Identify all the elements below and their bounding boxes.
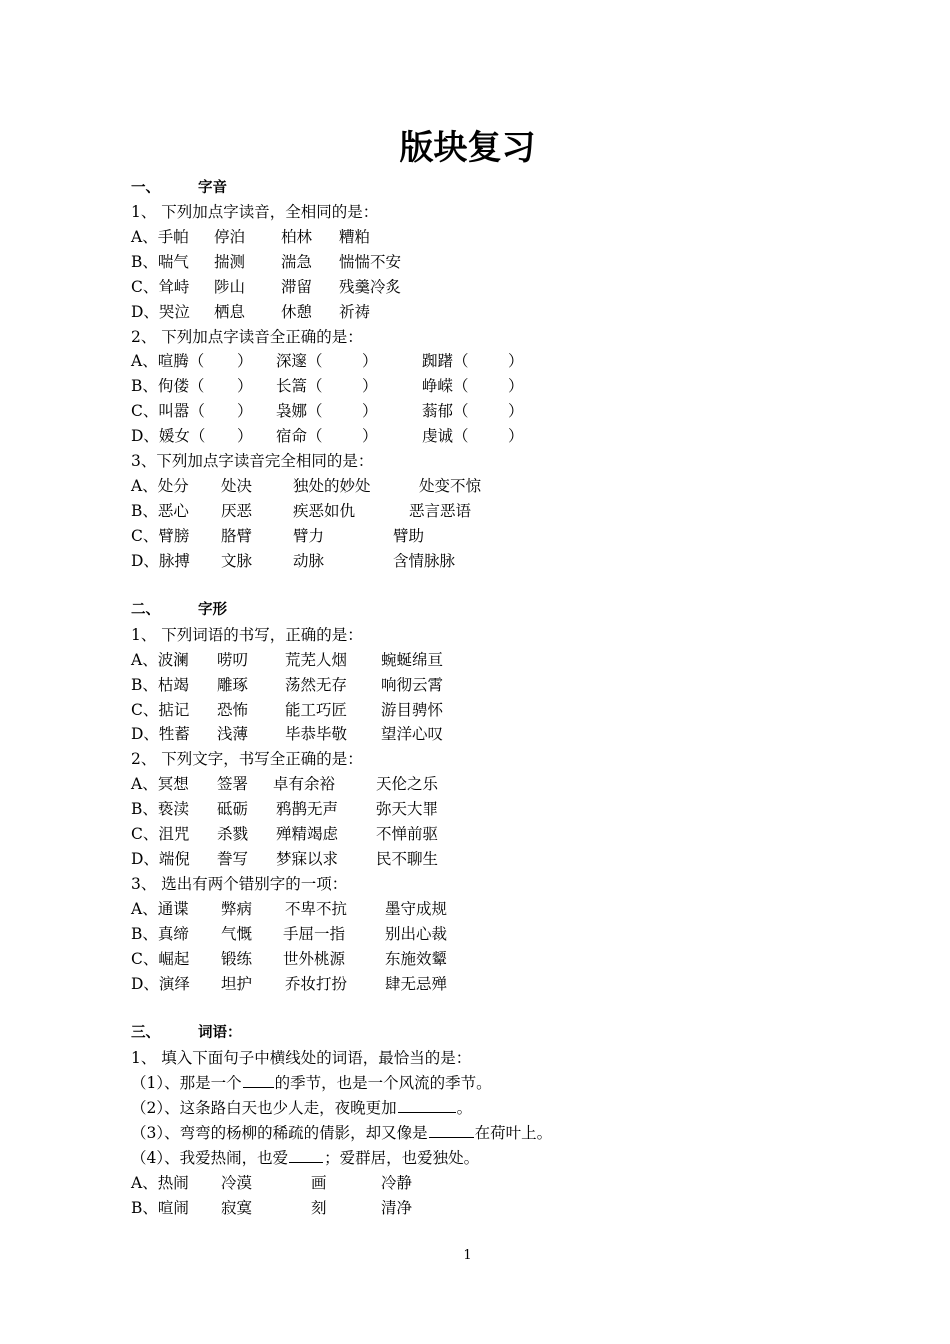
blank-line [429,1121,474,1138]
section-number: 二、 [131,602,160,618]
option-word: 虔诚（ [422,427,469,445]
option-word: A、热闹 [131,1174,189,1192]
option-word: 处变不惊 [419,477,482,495]
option-word: 望洋心叹 [381,725,444,743]
option-word: 殚精竭虑 [276,825,339,843]
option-word: 唠叨 [217,651,249,669]
option-word: B、喧闹 [131,1199,189,1217]
option-word: A、冥想 [131,775,189,793]
option-word: 锻练 [221,950,253,968]
sentence-text: （2）、这条路白天也少人走，夜晚更加 [131,1099,397,1117]
page-number: 1 [463,1248,472,1263]
option-word: 画 [311,1174,327,1192]
option-word: 臂助 [393,527,425,545]
section-number: 三、 [131,1025,160,1041]
option-word: C、叫嚣（ [131,402,205,420]
option-word: 文脉 [221,552,253,570]
option-word: 响彻云霄 [381,676,444,694]
blank-line [398,1096,456,1113]
option-word: 祈祷 [339,303,371,321]
option-word: 蓊郁（ [422,402,469,420]
option-word: 签署 [217,775,249,793]
option-word: C、臂膀 [131,527,190,545]
option-word: 动脉 [293,552,325,570]
page-title: 版块复习 [399,128,536,168]
option-word: 世外桃源 [283,950,346,968]
option-word: ） [508,427,524,445]
blank-line [289,1146,323,1163]
option-word: 柏林 [281,228,313,246]
option-word: 处决 [221,477,253,495]
option-word: 弥天大罪 [376,800,439,818]
option-word: B、喘气 [131,253,189,271]
option-word: 誊写 [217,850,249,868]
option-word: D、演绎 [131,975,190,993]
option-word: 含情脉脉 [393,552,456,570]
option-word: 肆无忌殚 [385,975,448,993]
option-word: 栖息 [214,303,246,321]
option-word: 气慨 [221,925,253,943]
option-word: 梦寐以求 [276,850,339,868]
question-stem: 2、 下列加点字读音全正确的是： [131,328,363,346]
option-word: 鸦鹊无声 [276,800,339,818]
option-word: 休憩 [281,303,313,321]
option-word: 陟山 [214,278,246,296]
option-word: 杀戮 [217,825,249,843]
option-word: 恐怖 [217,701,249,719]
fill-sentence-3 [131,1121,552,1145]
option-word: 宿命（ [276,427,323,445]
option-word: 糟粕 [339,228,371,246]
option-word: 坦护 [221,975,253,993]
option-word: 不卑不抗 [285,900,348,918]
question-stem: 1、 下列词语的书写，正确的是： [131,626,363,644]
sentence-text: 在荷叶上。 [474,1124,553,1142]
option-word: 寂寞 [221,1199,253,1217]
option-word: 袅娜（ [276,402,323,420]
option-word: ） [508,377,524,395]
option-word: ） [362,427,378,445]
option-word: 别出心裁 [385,925,448,943]
option-word: A、通谍 [131,900,189,918]
option-word: 乔妆打扮 [285,975,348,993]
option-word: 卓有余裕 [273,775,336,793]
option-word: C、耸峙 [131,278,190,296]
option-word: 峥嵘（ [422,377,469,395]
fill-sentence-4 [131,1146,479,1170]
question-stem: 1、 填入下面句子中横线处的词语，最恰当的是： [131,1049,472,1067]
sentence-text: 的季节，也是一个风流的季节。 [274,1074,492,1092]
option-word: ） [362,402,378,420]
option-word: D、牲蓄 [131,725,190,743]
option-word: B、枯竭 [131,676,189,694]
option-word: A、处分 [131,477,189,495]
option-word: 独处的妙处 [293,477,371,495]
option-word: 手屈一指 [283,925,346,943]
section-title: 字形 [198,602,227,618]
option-word: C、掂记 [131,701,190,719]
option-word: 胳臂 [221,527,253,545]
option-word: 荡然无存 [285,676,348,694]
option-word: A、手帕 [131,228,189,246]
option-word: 浅薄 [217,725,249,743]
option-word: 恶言恶语 [409,502,472,520]
option-word: ） [508,402,524,420]
sentence-text: ；爱群居，也爱独处。 [324,1149,480,1167]
option-word: 天伦之乐 [376,775,439,793]
sentence-text: （1）、那是一个 [131,1074,242,1092]
section-title: 词语： [198,1025,242,1041]
option-word: ） [237,377,253,395]
option-word: 长篙（ [276,377,323,395]
option-word: 东施效颦 [385,950,448,968]
option-word: 滞留 [281,278,313,296]
fill-sentence-2 [131,1096,472,1120]
option-word: 揣测 [214,253,246,271]
option-word: D、哭泣 [131,303,190,321]
option-word: 踟躇（ [422,352,469,370]
option-word: 毕恭毕敬 [285,725,348,743]
option-word: 深邃（ [276,352,323,370]
option-word: 民不聊生 [376,850,439,868]
option-word: 墨守成规 [385,900,448,918]
option-word: ） [362,377,378,395]
option-word: ） [237,352,253,370]
sentence-text: （3）、弯弯的杨柳的稀疏的倩影，却又像是 [131,1124,428,1142]
question-stem: 3、 选出有两个错别字的一项： [131,875,348,893]
option-word: 臂力 [293,527,325,545]
option-word: ） [508,352,524,370]
option-word: D、脉搏 [131,552,190,570]
option-word: 惴惴不安 [339,253,402,271]
option-word: 疾恶如仇 [293,502,356,520]
option-word: 残羹冷炙 [339,278,402,296]
option-word: ） [237,402,253,420]
option-word: ） [237,427,253,445]
option-word: 清净 [381,1199,413,1217]
option-word: 弊病 [221,900,253,918]
blank-line [243,1071,274,1088]
option-word: D、媛女（ [131,427,206,445]
option-word: 蜿蜒绵亘 [381,651,444,669]
question-stem: 2、 下列文字，书写全正确的是： [131,750,363,768]
option-word: 冷静 [381,1174,413,1192]
option-word: C、沮咒 [131,825,190,843]
sentence-text: 。 [456,1099,473,1117]
sentence-text: （4）、我爱热闹，也爱 [131,1149,289,1167]
option-word: 荒芜人烟 [285,651,348,669]
option-word: C、崛起 [131,950,190,968]
option-word: 游目骋怀 [381,701,444,719]
option-word: B、亵渎 [131,800,189,818]
fill-sentence-1 [131,1071,492,1095]
option-word: 厌恶 [221,502,253,520]
section-title: 字音 [198,180,227,196]
option-word: A、波澜 [131,651,189,669]
option-word: B、真缔 [131,925,189,943]
option-word: 湍急 [281,253,313,271]
option-word: 停泊 [214,228,246,246]
option-word: 能工巧匠 [285,701,348,719]
option-word: 雕琢 [217,676,249,694]
option-word: A、喧腾（ [131,352,205,370]
question-stem: 1、 下列加点字读音，全相同的是： [131,203,379,221]
option-word: 不惮前驱 [376,825,439,843]
question-stem: 3、下列加点字读音完全相同的是： [131,452,374,470]
option-word: 冷漠 [221,1174,253,1192]
option-word: 砥砺 [217,800,249,818]
option-word: B、佝偻（ [131,377,205,395]
option-word: 刻 [311,1199,327,1217]
option-word: B、恶心 [131,502,189,520]
option-word: ） [362,352,378,370]
section-number: 一、 [131,180,160,196]
option-word: D、端倪 [131,850,190,868]
